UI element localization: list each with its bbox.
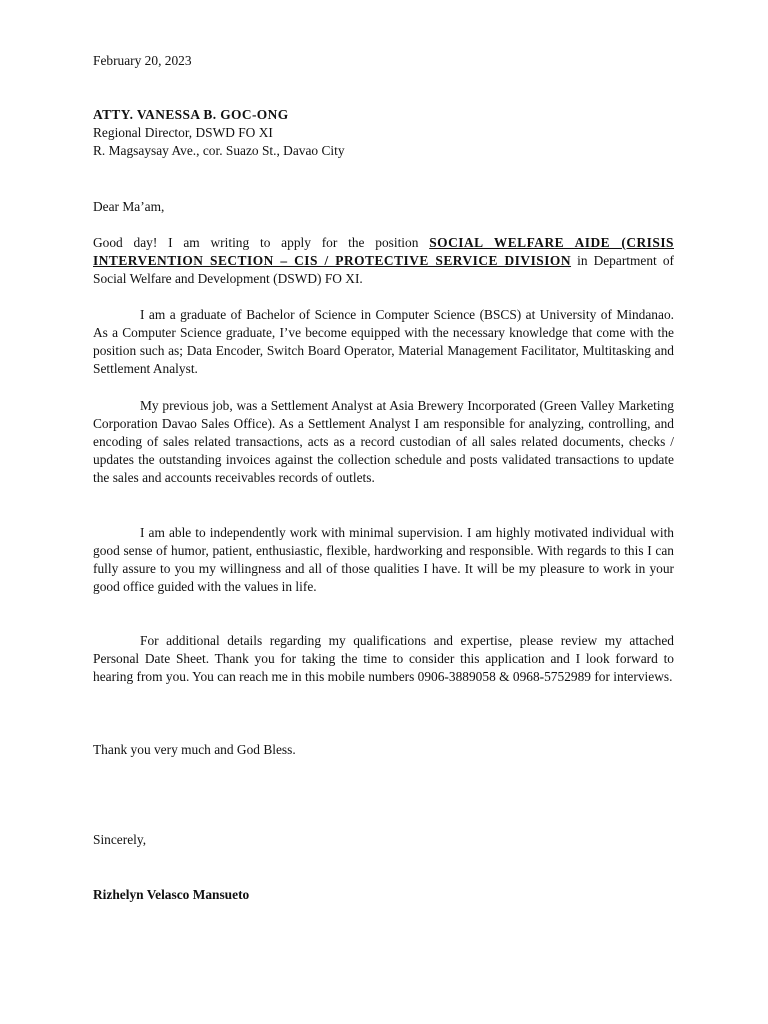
letter-date: February 20, 2023 xyxy=(93,53,192,68)
paragraph-education: I am a graduate of Bachelor of Science in Computer Science (BSCS) at University of Mindanao. As a Computer Science graduate, I’ve become equipped with the necessary knowledge that come with the position such as; Data Encoder, Switch Board Operator, Material Management Facilitator, Multitasking and Settlement Analyst. xyxy=(93,307,674,376)
closing-thanks: Thank you very much and God Bless. xyxy=(93,742,296,757)
paragraph-intro xyxy=(93,234,674,288)
recipient-block xyxy=(93,106,674,160)
recipient-address: R. Magsaysay Ave., cor. Suazo St., Davao City xyxy=(93,143,345,158)
recipient-title: Regional Director, DSWD FO XI xyxy=(93,125,273,140)
sign-off: Sincerely, xyxy=(93,832,147,847)
salutation: Dear Ma’am, xyxy=(93,199,165,214)
paragraph-intro-end: in Department of Social Welfare and Development (DSWD) FO XI. xyxy=(93,253,674,286)
paragraph-contact: For additional details regarding my qualifications and expertise, please review my attached Personal Date Sheet. Thank you for taking the time to consider this application and I look forward to hearing from you. You can reach me in this mobile numbers 0906-3889058 & 0968-5752989 for interviews. xyxy=(93,633,674,684)
signature-name: Rizhelyn Velasco Mansueto xyxy=(93,887,250,902)
paragraph-intro-start: Good day! I am writing to apply for the position xyxy=(93,235,430,250)
paragraph-qualities: I am able to independently work with minimal supervision. I am highly motivated individual with good sense of humor, patient, enthusiastic, flexible, hardworking and responsible. With regards to this I can fully assure to you my willingness and all of those qualities I have. It will be my pleasure to work in your good office guided with the values in life. xyxy=(93,525,674,594)
paragraph-experience: My previous job, was a Settlement Analyst at Asia Brewery Incorporated (Green Valley Marketing Corporation Davao Sales Office). As a Settlement Analyst I am responsible for analyzing, controlling, and encoding of sales related transactions, acts as a record custodian of all sales related documents, checks / updates the outstanding invoices against the collection schedule and posts validated transactions to update the sales and accounts receivables records of outlets. xyxy=(93,398,674,485)
recipient-name: ATTY. VANESSA B. GOC-ONG xyxy=(93,107,289,122)
position-title: SOCIAL WELFARE AIDE (CRISIS INTERVENTION SECTION – CIS / PROTECTIVE SERVICE DIVISION xyxy=(93,235,674,268)
